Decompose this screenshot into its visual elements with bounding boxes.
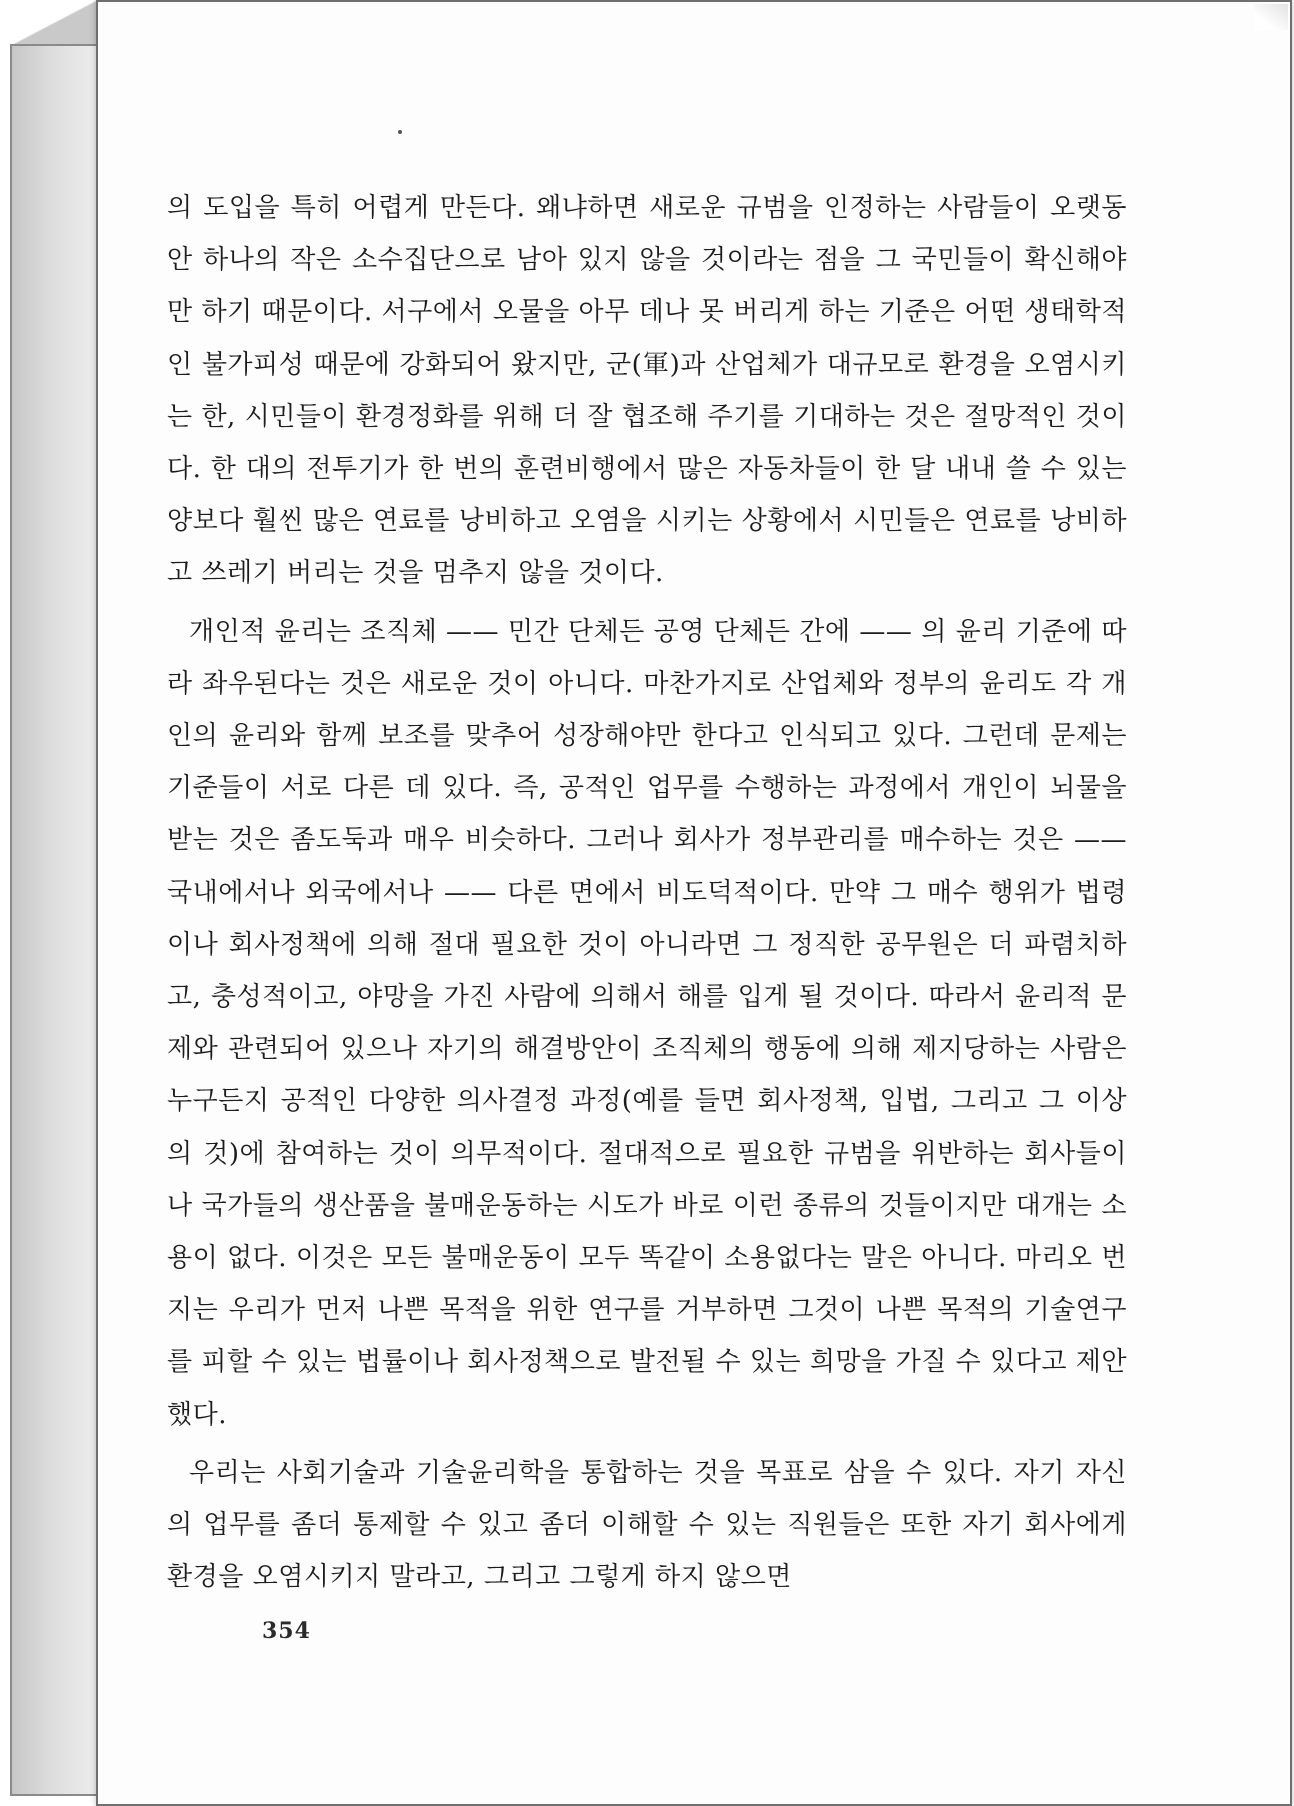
paragraph-continued: 의 도입을 특히 어렵게 만든다. 왜냐하면 새로운 규범을 인정하는 사람들이 오랫동안 하나의 작은 소수집단으로 남아 있지 않을 것이라는 점을 그 국민들이 확신해야만 하기 때문이다. 서구에서 오물을 아무 데나 못 버리게 하는 기준은 어떤 생태학적인 불가피성 때문에 강화되어 왔지만, 군(軍)과 산업체가 대규모로 환경을 오염시키는 한, 시민들이 환경정화를 위해 더 잘 협조해 주기를 기대하는 것은 절망적인 것이다. 한 대의 전투기가 한 번의 훈련비행에서 많은 자동차들이 한 달 내내 쓸 수 있는 양보다 훨씬 많은 연료를 낭비하고 오염을 시키는 상황에서 시민들은 연료를 낭비하고 쓰레기 버리는 것을 멈추지 않을 것이다. (167, 193, 1127, 589)
paragraph-personal-ethics: 개인적 윤리는 조직체 —— 민간 단체든 공영 단체든 간에 —— 의 윤리 기준에 따라 좌우된다는 것은 새로운 것이 아니다. 마찬가지로 산업체와 정부의 윤리도 각 개인의 윤리와 함께 보조를 맞추어 성장해야만 한다고 인식되고 있다. 그런데 문제는 기준들이 서로 다른 데 있다. 즉, 공적인 업무를 수행하는 과정에서 개인이 뇌물을 받는 것은 좀도둑과 매우 비슷하다. 그러나 회사가 정부관리를 매수하는 것은 —— 국내에서나 외국에서나 —— 다른 면에서 비도덕적이다. 만약 그 매수 행위가 법령이나 회사정책에 의해 절대 필요한 것이 아니라면 그 정직한 공무원은 더 파렴치하고, 충성적이고, 야망을 가진 사람에 의해서 해를 입게 될 것이다. 따라서 윤리적 문제와 관련되어 있으나 자기의 해결방안이 조직체의 행동에 의해 제지당하는 사람은 누구든지 공적인 다양한 의사결정 과정(예를 들면 회사정책, 입법, 그리고 그 이상의 것)에 참여하는 것이 의무적이다. 절대적으로 필요한 규범을 위반하는 회사들이나 국가들의 생산품을 불매운동하는 시도가 바로 이런 종류의 것들이지만 대개는 소용이 없다. 이것은 모든 불매운동이 모두 똑같이 소용없다는 말은 아니다. 마리오 번지는 우리가 먼저 나쁜 목적을 위한 연구를 거부하면 그것이 나쁜 목적의 기술연구를 피할 수 있는 법률이나 회사정책으로 발전될 수 있는 희망을 가질 수 있다고 제안했다. (167, 616, 1127, 1430)
paragraph-social-technology: 우리는 사회기술과 기술윤리학을 통합하는 것을 목표로 삼을 수 있다. 자기 자신의 업무를 좀더 통제할 수 있고 좀더 이해할 수 있는 직원들은 또한 자기 회사에게 환경을 오염시키지 말라고, 그리고 그렇게 하지 않으면 (167, 1457, 1127, 1593)
page-number: 354 (262, 1618, 311, 1644)
speck-mark (398, 130, 402, 134)
book-spine-edge (10, 44, 98, 1796)
book-edge-top (10, 0, 98, 46)
page-corner-shading (1254, 4, 1288, 30)
body-text (167, 182, 1127, 1609)
